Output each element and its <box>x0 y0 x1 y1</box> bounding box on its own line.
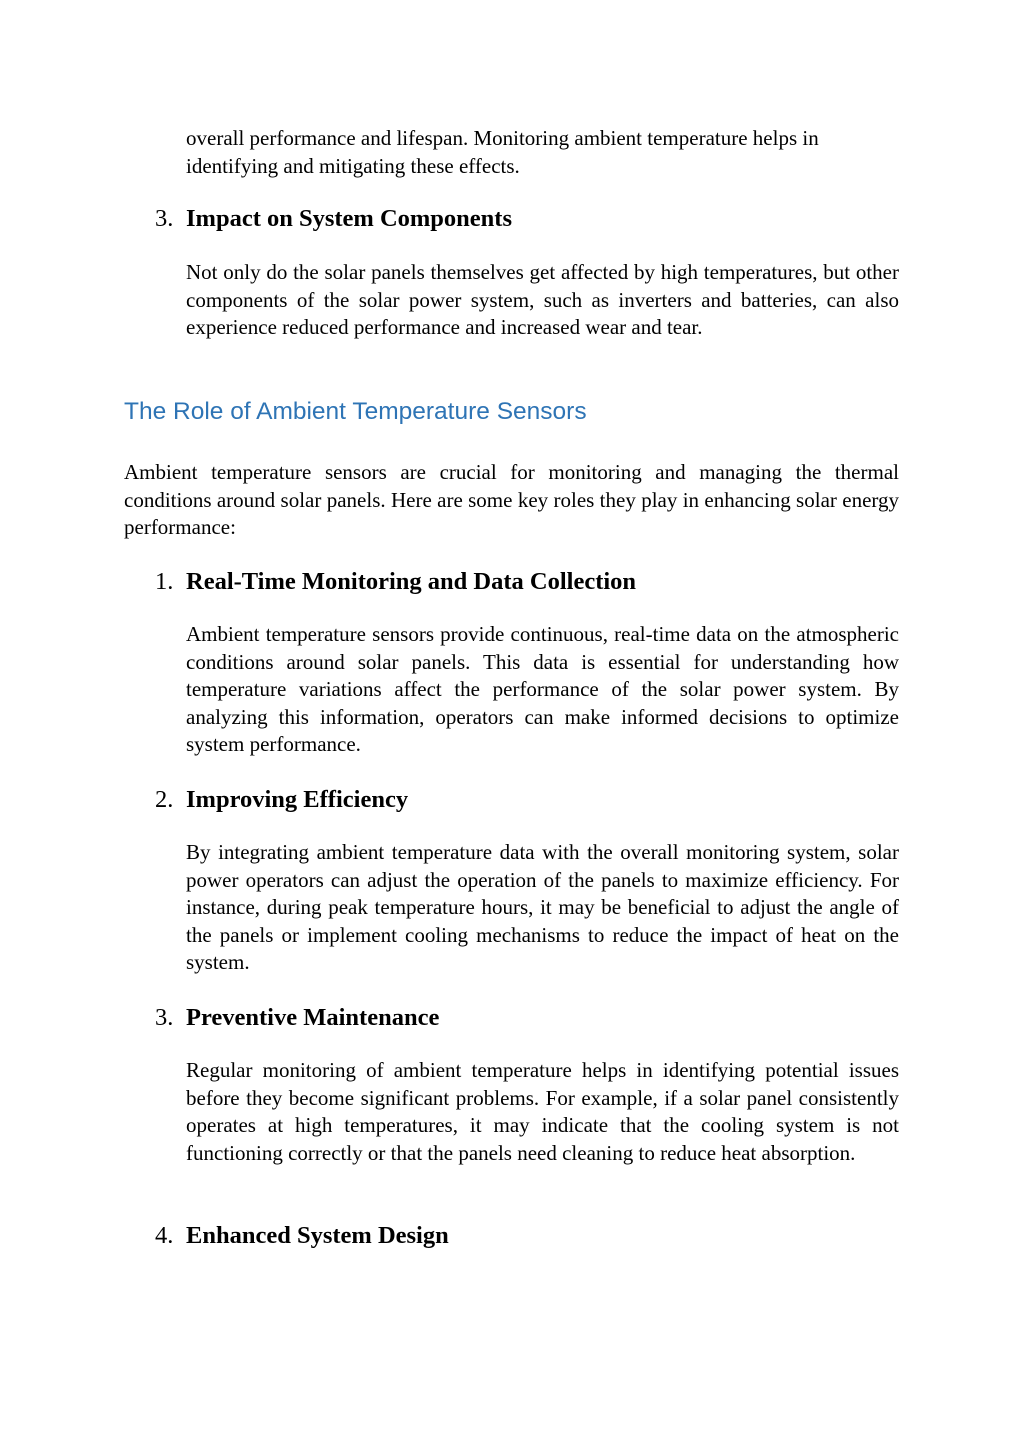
list-item-body-preventive-maintenance: Regular monitoring of ambient temperature helps in identifying potential issues before they become significant problems. For example, if a solar panel consistently operates at high temperatures, it may indicate that the cooling system is not functioning correctly or that the panels need cleaning to reduce heat absorption. <box>186 1058 899 1165</box>
list-item-heading-improving-efficiency <box>155 785 900 815</box>
list-item-heading-preventive-maintenance <box>155 1003 900 1033</box>
list-item-body-real-time-monitoring: Ambient temperature sensors provide continuous, real-time data on the atmospheric conditions around solar panels. This data is essential for understanding how temperature variations affect the performance of the solar power system. By analyzing this information, operators can make informed decisions to optimize system performance. <box>186 622 899 757</box>
list-item-heading-real-time-monitoring <box>155 567 900 597</box>
list-item-heading-enhanced-system-design <box>155 1221 900 1251</box>
list-item-number: 3. <box>155 1004 174 1031</box>
list-item-number: 4. <box>155 1222 174 1249</box>
list-item-number: 3. <box>155 205 174 232</box>
section-intro-paragraph: Ambient temperature sensors are crucial for monitoring and managing the thermal conditions around solar panels. Here are some key roles they play in enhancing solar energy performance: <box>124 460 899 540</box>
list-item-heading-impact-on-system-components <box>155 204 900 234</box>
section-heading: The Role of Ambient Temperature Sensors <box>124 398 587 425</box>
intro-continuation-paragraph: overall performance and lifespan. Monitoring ambient temperature helps in identifying and mitigating these effects. <box>186 126 819 178</box>
list-item-body-improving-efficiency: By integrating ambient temperature data with the overall monitoring system, solar power operators can adjust the operation of the panels to maximize efficiency. For instance, during peak temperature hours, it may be beneficial to adjust the angle of the panels or implement cooling mechanisms to reduce the impact of heat on the system. <box>186 840 899 975</box>
list-item-body-impact-on-system-components: Not only do the solar panels themselves get affected by high temperatures, but other components of the solar power system, such as inverters and batteries, can also experience reduced performance and increased wear and tear. <box>186 260 899 340</box>
list-item-title: Improving Efficiency <box>186 786 409 813</box>
list-item-title: Impact on System Components <box>186 205 513 232</box>
list-item-title: Enhanced System Design <box>186 1222 449 1249</box>
list-item-number: 2. <box>155 786 174 813</box>
list-item-number: 1. <box>155 568 174 595</box>
list-item-title: Preventive Maintenance <box>186 1004 440 1031</box>
list-item-title: Real-Time Monitoring and Data Collection <box>186 568 637 595</box>
